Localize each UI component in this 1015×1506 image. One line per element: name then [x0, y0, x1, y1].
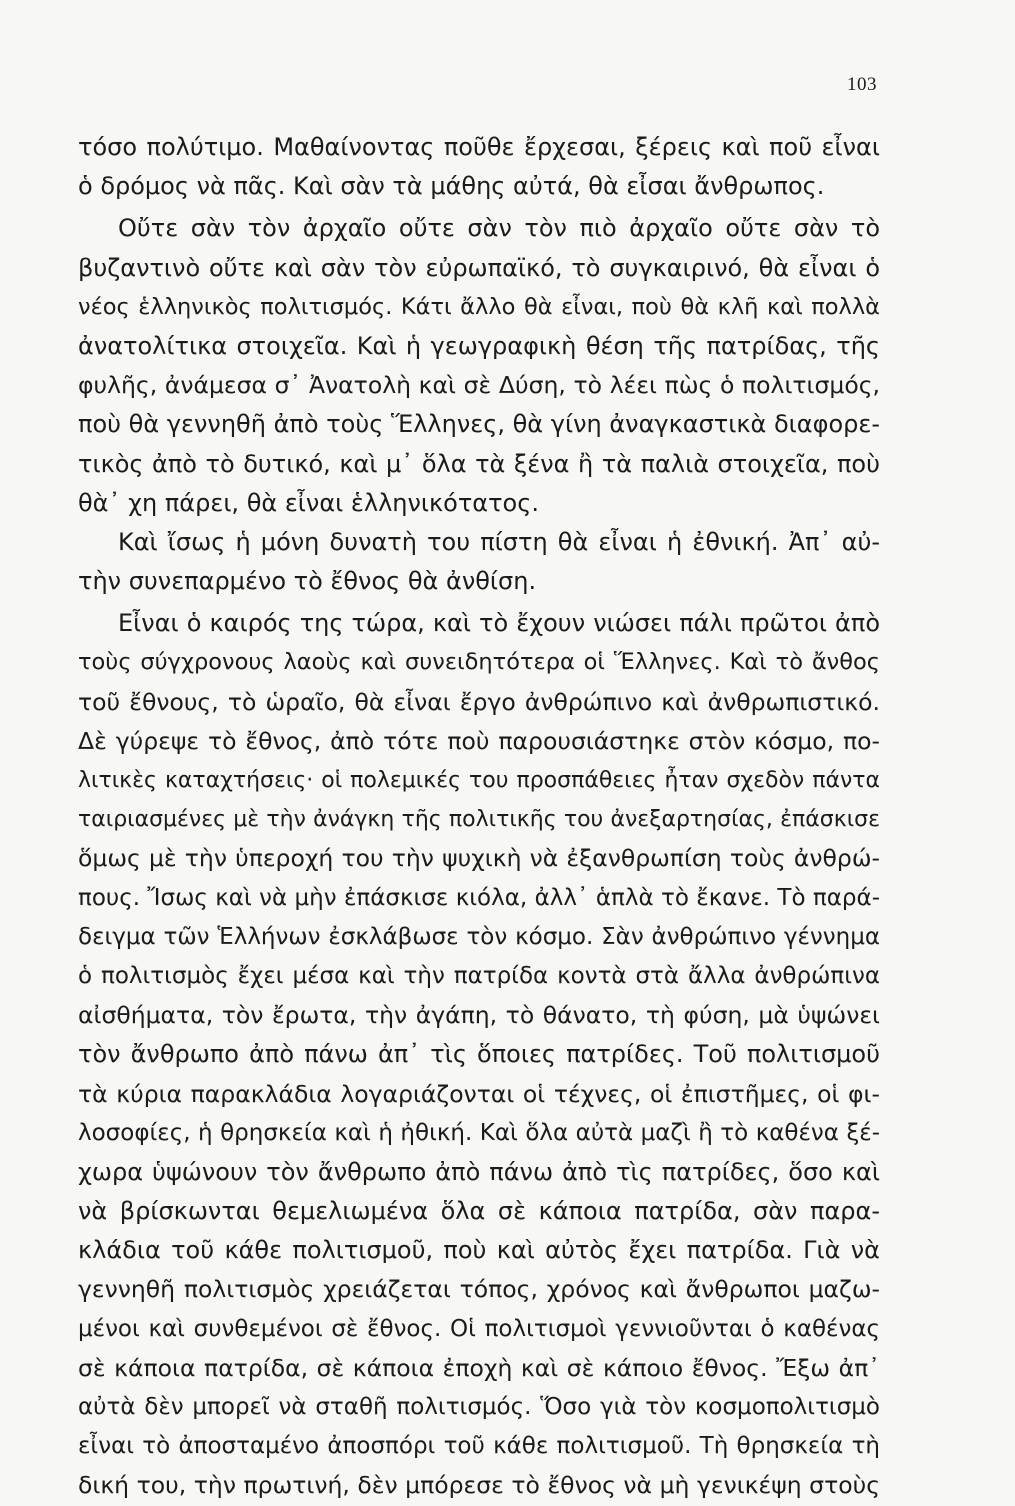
- text-line: βυζαντινὸ οὔτε καὶ σὰν τὸν εὐρωπαϊκό, τὸ συγκαιρινό, θὰ εἶναι ὁ: [78, 253, 880, 282]
- paragraph: [78, 209, 880, 523]
- text-line: ὅμως μὲ τὴν ὑπεροχή του τὴν ψυχικὴ νὰ ἐξανθρωπίση τοὺς ἀνθρώ-: [78, 844, 880, 873]
- text-line: φυλῆς, ἀνάμεσα σ᾿ Ἀνατολὴ καὶ σὲ Δύση, τὸ λέει πὼς ὁ πολιτισμός,: [78, 371, 880, 400]
- text-line: γεννηθῆ πολιτισμὸς χρειάζεται τόπος, χρόνος καὶ ἄνθρωποι μαζω-: [78, 1275, 880, 1304]
- text-line: θὰ᾿ χη πάρει, θὰ εἶναι ἑλληνικότατος.: [78, 488, 539, 517]
- text-line: λιτικὲς καταχτήσεις· οἱ πολεμικές του προσπάθειες ἦταν σχεδὸν πάντα: [78, 768, 880, 793]
- text-line: Εἶναι ὁ καιρός της τώρα, καὶ τὸ ἔχουν νιώσει πάλι πρῶτοι ἀπὸ: [118, 609, 880, 638]
- text-line: τοὺς σύγχρονους λαοὺς καὶ συνειδητότερα οἱ Ἕλληνες. Καὶ τὸ ἄνθος: [78, 649, 880, 676]
- text-line: δειγμα τῶν Ἑλλήνων ἐσκλάβωσε τὸν κόσμο. Σὰν ἀνθρώπινο γέννημα: [78, 923, 880, 950]
- text-line: δική του, τὴν πρωτινή, δὲν μπόρεσε τὸ ἔθνος νὰ μὴ γενικέψη στοὺς: [78, 1471, 880, 1500]
- paragraph: [78, 128, 880, 206]
- text-line: ὁ πολιτισμὸς ἔχει μέσα καὶ τὴν πατρίδα κοντὰ στὰ ἄλλα ἀνθρώπινα: [78, 962, 880, 989]
- text-line: τόσο πολύτιμο. Μαθαίνοντας ποῦθε ἔρχεσαι, ξέρεις καὶ ποῦ εἶναι: [78, 133, 880, 161]
- text-line: νέος ἑλληνικὸς πολιτισμός. Κάτι ἄλλο θὰ εἶναι, ποὺ θὰ κλῆ καὶ πολλὰ: [78, 293, 880, 320]
- text-line: ταιριασμένες μὲ τὴν ἀνάγκη τῆς πολιτικῆς του ἀνεξαρτησίας, ἐπάσκισε: [78, 807, 880, 833]
- text-line: κλάδια τοῦ κάθε πολιτισμοῦ, ποὺ καὶ αὐτὸς ἔχει πατρίδα. Γιὰ νὰ: [78, 1236, 880, 1265]
- text-line: πους. Ἴσως καὶ νὰ μὴν ἐπάσκισε κιόλα, ἀλλ᾿ ἁπλὰ τὸ ἔκανε. Τὸ παρά-: [78, 884, 880, 911]
- text-line: αὐτὰ δὲν μπορεῖ νὰ σταθῆ πολιτισμός. Ὅσο γιὰ τὸν κοσμοπολιτισμὸ: [78, 1394, 880, 1420]
- text-line: ποὺ θὰ γεννηθῆ ἀπὸ τοὺς Ἕλληνες, θὰ γίνη ἀναγκαστικὰ διαφορε-: [78, 410, 880, 439]
- text-line: Οὔτε σὰν τὸν ἀρχαῖο οὔτε σὰν τὸν πιὸ ἀρχαῖο οὔτε σὰν τὸ: [118, 214, 880, 243]
- text-line: σὲ κάποια πατρίδα, σὲ κάποια ἐποχὴ καὶ σὲ κάποιο ἔθνος. Ἔξω ἀπ᾿: [78, 1353, 880, 1382]
- paragraph: [78, 523, 880, 601]
- text-line: τοῦ ἔθνους, τὸ ὡραῖο, θὰ εἶναι ἔργο ἀνθρώπινο καὶ ἀνθρωπιστικό.: [78, 687, 880, 716]
- text-line: ἀνατολίτικα στοιχεῖα. Καὶ ἡ γεωγραφικὴ θέση τῆς πατρίδας, τῆς: [78, 331, 880, 360]
- text-line: αἰσθήματα, τὸν ἔρωτα, τὴν ἀγάπη, τὸ θάνατο, τὴ φύση, μὰ ὑψώνει: [78, 1001, 880, 1030]
- text-line: τὰ κύρια παρακλάδια λογαριάζονται οἱ τέχνες, οἱ ἐπιστῆμες, οἱ φι-: [78, 1079, 880, 1108]
- text-line: λοσοφίες, ἡ θρησκεία καὶ ἡ ἠθική. Καὶ ὅλα αὐτὰ μαζὶ ἢ τὸ καθένα ξέ-: [78, 1119, 880, 1146]
- text-line: χωρα ὑψώνουν τὸν ἄνθρωπο ἀπὸ πάνω ἀπὸ τὶς πατρίδες, ὅσο καὶ: [78, 1157, 880, 1186]
- text-line: νὰ βρίσκωνται θεμελιωμένα ὅλα σὲ κάποια πατρίδα, σὰν παρα-: [78, 1197, 880, 1226]
- text-line: μένοι καὶ συνθεμένοι σὲ ἔθνος. Οἱ πολιτισμοὶ γεννιοῦνται ὁ καθένας: [78, 1315, 880, 1342]
- text-line: Δὲ γύρεψε τὸ ἔθνος, ἀπὸ τότε ποὺ παρουσιάστηκε στὸν κόσμο, πο-: [78, 726, 880, 755]
- text-line: τὸν ἄνθρωπο ἀπὸ πάνω ἀπ᾿ τὶς ὅποιες πατρίδες. Τοῦ πολιτισμοῦ: [78, 1040, 880, 1069]
- paragraph: [78, 604, 880, 1505]
- text-line: εἶναι τὸ ἀποσταμένο ἀποσπόρι τοῦ κάθε πολιτισμοῦ. Τὴ θρησκεία τὴ: [78, 1433, 880, 1460]
- text-line: τικὸς ἀπὸ τὸ δυτικό, καὶ μ᾿ ὅλα τὰ ξένα ἢ τὰ παλιὰ στοιχεῖα, ποὺ: [78, 449, 880, 478]
- body-text: [78, 128, 880, 1506]
- page-number: 103: [847, 74, 877, 95]
- text-line: τὴν συνεπαρμένο τὸ ἔθνος θὰ ἀνθίση.: [78, 567, 537, 596]
- text-line: ὁ δρόμος νὰ πᾶς. Καὶ σὰν τὰ μάθης αὐτά, θὰ εἶσαι ἄνθρωπος.: [78, 172, 825, 201]
- text-line: Καὶ ἴσως ἡ μόνη δυνατὴ του πίστη θὰ εἶναι ἡ ἐθνική. Ἀπ᾿ αὐ-: [118, 527, 880, 556]
